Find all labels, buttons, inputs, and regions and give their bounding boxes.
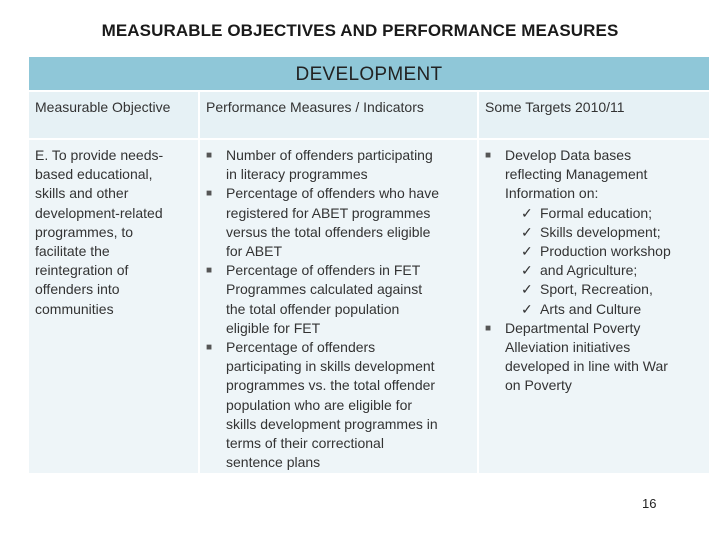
slide-title: MEASURABLE OBJECTIVES AND PERFORMANCE MEASURES [101,21,619,40]
measure-line: for ABET [226,243,283,260]
measures-list [206,146,471,472]
target-line: Information on: [505,185,599,202]
measure-line: terms of their correctional [226,435,384,452]
measure-line: Percentage of offenders in FET [226,262,421,279]
check-mark-icon: ✓ [521,243,533,260]
check-mark-icon: ✓ [521,223,533,240]
square-bullet-icon: ■ [485,150,492,161]
list-item [485,242,703,261]
check-mark-icon: ✓ [521,300,533,317]
measure-line: in literacy programmes [226,166,368,183]
list-item [206,146,471,184]
measure-line: Programmes calculated against [226,281,423,298]
list-item [485,223,703,242]
header-measurable-objective: Measurable Objective [29,90,200,138]
measure-line: programmes vs. the total offender [226,377,436,394]
target-line: Develop Data bases [505,147,632,163]
measure-line: sentence plans [226,454,321,471]
list-item [485,319,703,396]
objective-line: communities [35,300,114,317]
square-bullet-icon: ■ [206,150,213,161]
square-bullet-icon: ■ [206,265,213,277]
measure-line: the total offender population [226,300,400,317]
check-mark-icon: ✓ [521,281,533,298]
targets-list-2 [485,319,703,396]
square-bullet-icon: ■ [485,322,492,334]
header-targets: Some Targets 2010/11 [479,90,709,138]
list-item [485,204,703,223]
targets-cell [479,138,709,473]
measure-line: eligible for FET [226,319,321,336]
check-item-label: Sport, Recreation, [540,281,653,298]
measure-line: skills development programmes in [226,415,438,432]
objective-line: skills and other [35,185,129,202]
measure-line: versus the total offenders eligible [226,223,431,240]
header-performance-measures: Performance Measures / Indicators [200,90,479,138]
table-banner: DEVELOPMENT [29,57,709,90]
check-item-label: Skills development; [540,223,661,240]
targets-list [485,146,703,204]
list-item [485,300,703,319]
list-item [206,184,471,261]
measure-line: Number of offenders participating [226,147,433,163]
check-mark-icon: ✓ [521,204,533,221]
check-item-label: and Agriculture; [540,262,638,279]
measure-line: registered for ABET programmes [226,204,431,221]
check-item-label: Arts and Culture [540,300,642,317]
list-item [485,146,703,204]
objective-line: E. To provide needs- [35,147,164,163]
list-item [485,261,703,280]
target-line: Departmental Poverty [505,319,641,336]
check-item-label: Formal education; [540,204,653,221]
check-item-label: Production workshop [540,243,671,260]
targets-checklist [485,204,703,319]
measure-line: Percentage of offenders who have [226,185,440,202]
list-item [206,261,471,338]
table-row [29,138,709,473]
check-mark-icon: ✓ [521,262,533,279]
measures-cell [200,138,479,473]
target-line: reflecting Management [505,166,648,183]
measure-line: population who are eligible for [226,396,413,413]
measure-line: Percentage of offenders [226,339,376,356]
objective-line: offenders into [35,281,120,298]
measure-line: participating in skills development [226,358,435,375]
list-item [485,280,703,299]
target-line: Alleviation initiatives [505,339,631,356]
objective-line: based educational, [35,166,153,183]
objective-cell [29,138,200,473]
objectives-table [29,57,709,473]
objective-line: programmes, to [35,223,134,240]
objective-line: facilitate the [35,243,110,260]
objective-line: development-related [35,204,163,221]
target-line: developed in line with War [505,358,668,375]
list-item [206,338,471,472]
page-number: 16 [642,496,657,511]
objective-line: reintegration of [35,262,129,279]
square-bullet-icon: ■ [206,188,213,200]
target-line: on Poverty [505,377,572,394]
table-header-row [29,90,709,138]
square-bullet-icon: ■ [206,342,213,354]
